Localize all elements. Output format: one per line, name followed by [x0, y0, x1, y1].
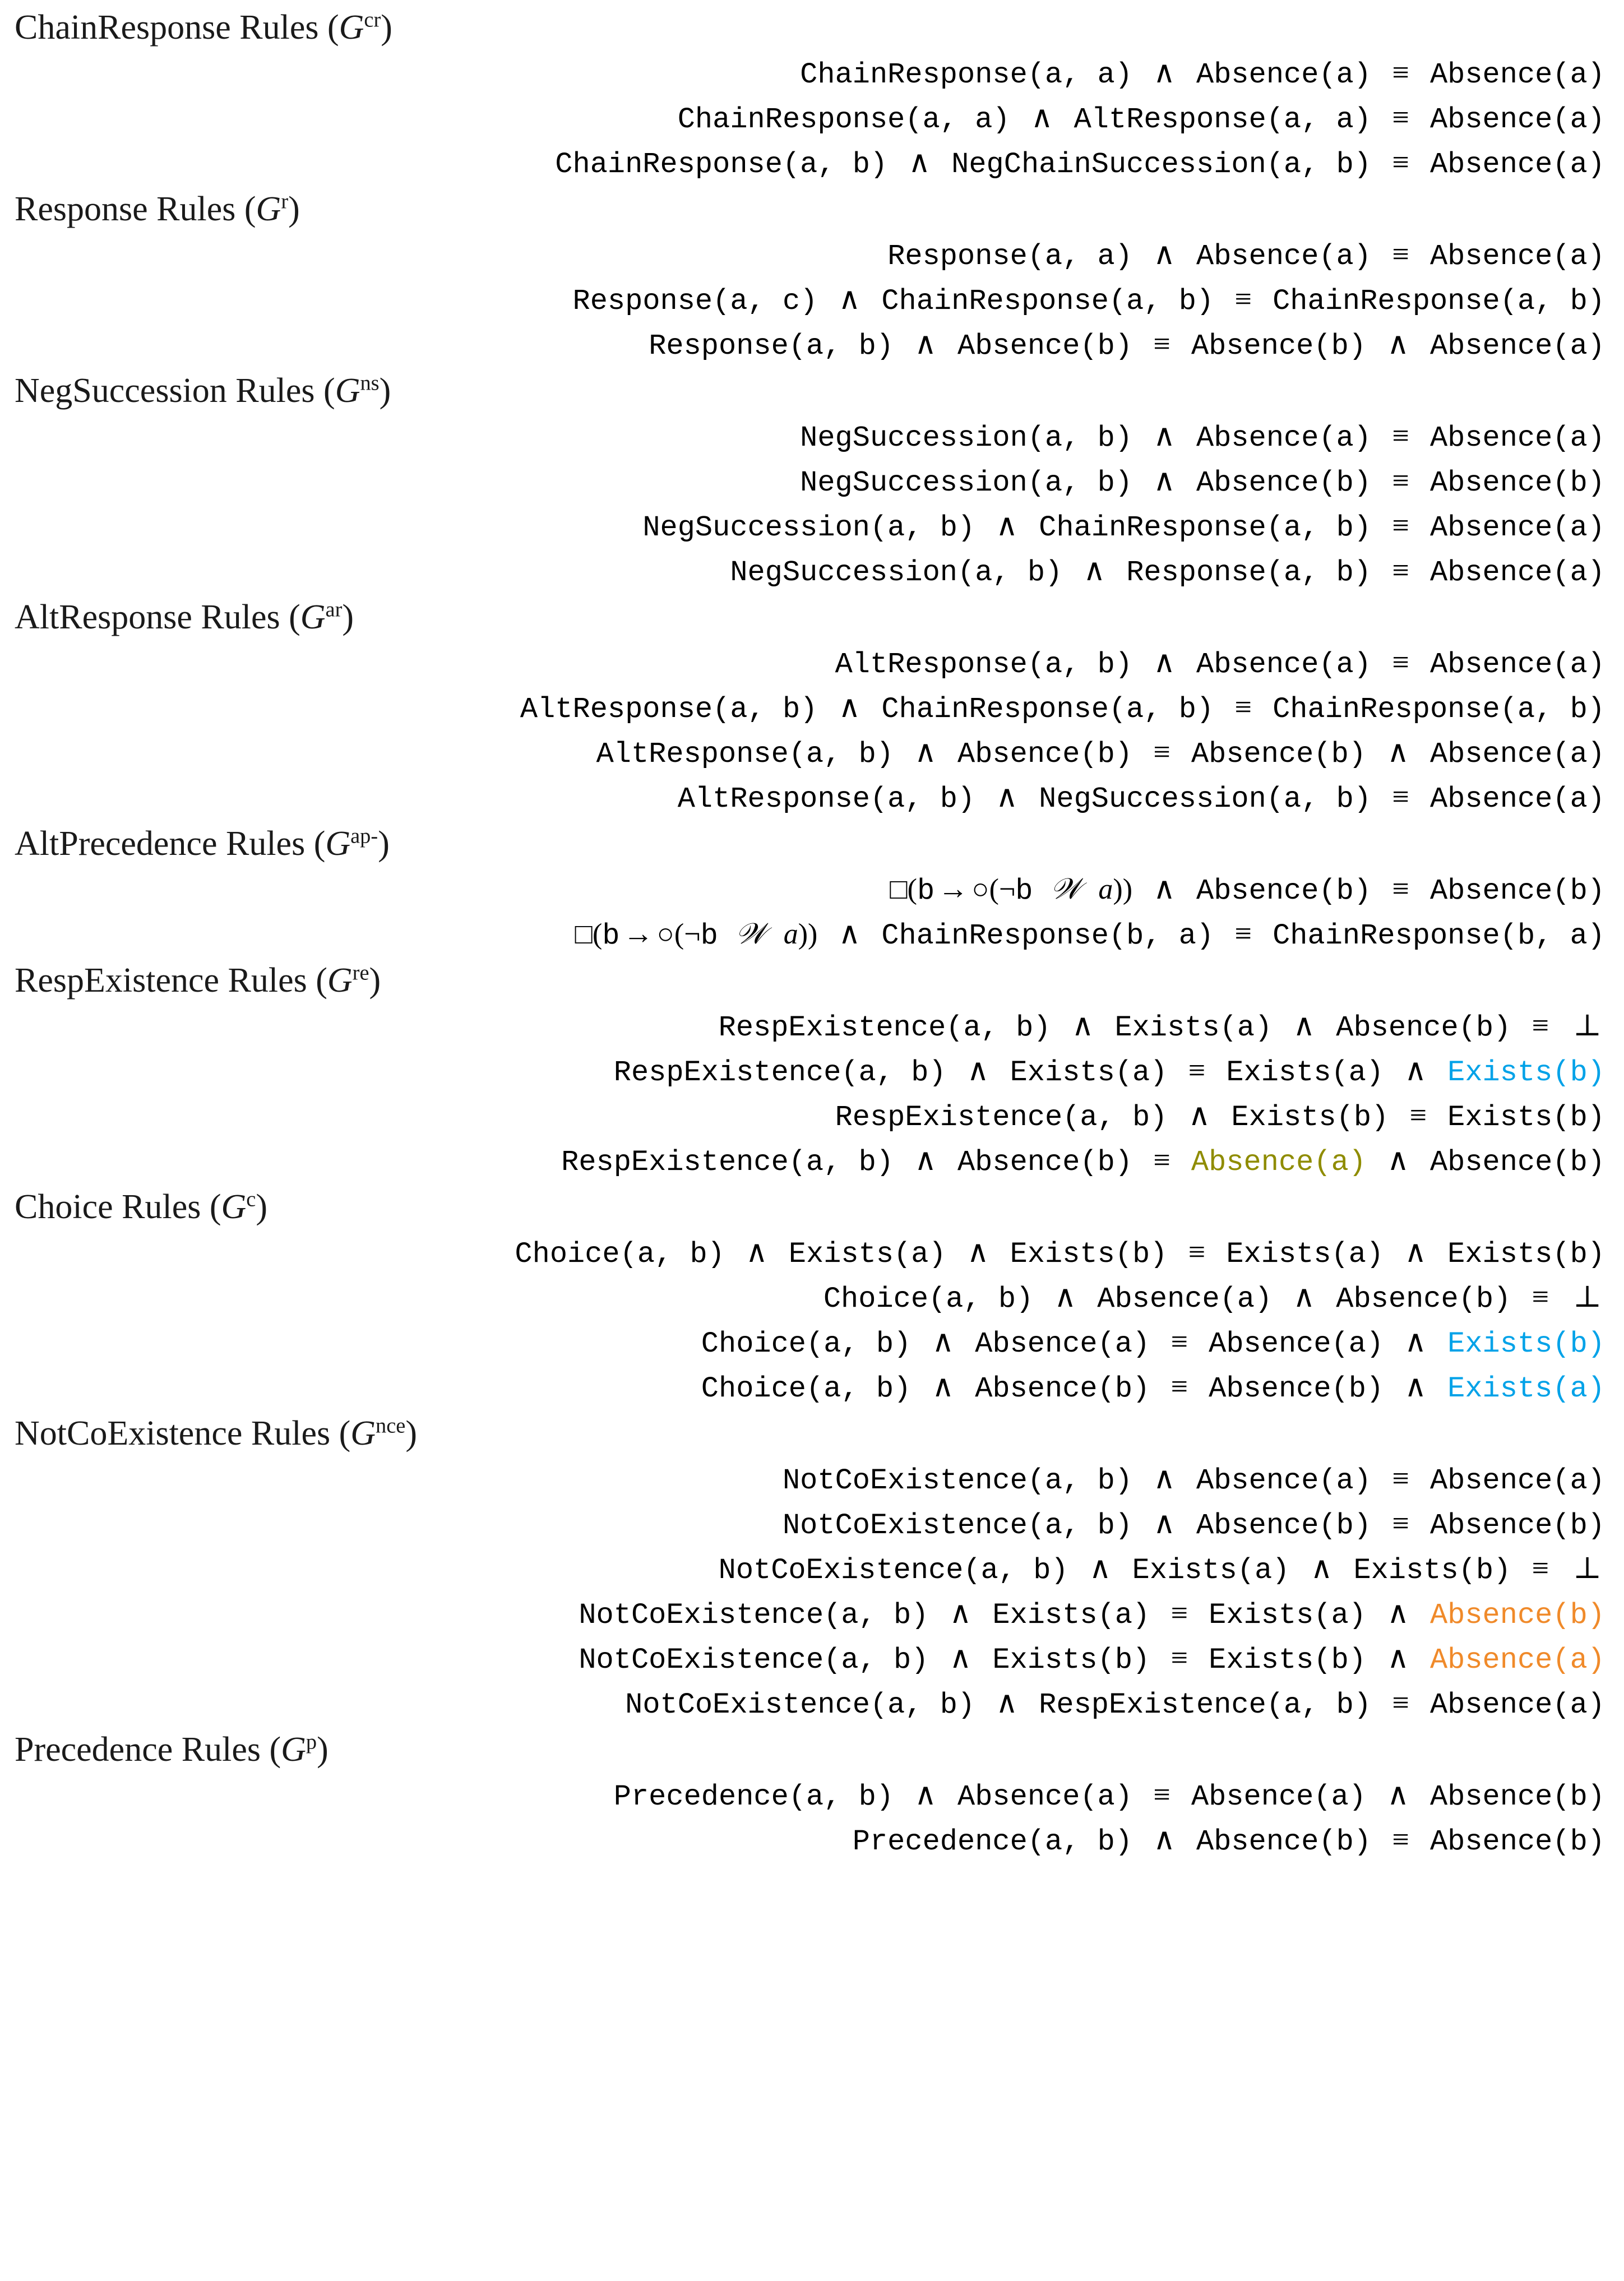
heading-close-paren: ): [378, 825, 390, 863]
equivalence-operator-icon: ≡: [1392, 55, 1409, 89]
rule-line: AltResponse(a, b) ∧ Absence(a) ≡ Absence(a): [835, 645, 1605, 681]
conjunction-operator-icon: ∧: [1387, 1143, 1409, 1177]
rule-line: RespExistence(a, b) ∧ Exists(b) ≡ Exists(b): [835, 1098, 1605, 1134]
conjunction-operator-icon: ∧: [1153, 1461, 1176, 1495]
equivalence-operator-icon: ≡: [1392, 237, 1409, 271]
equivalence-operator-icon: ≡: [1234, 282, 1252, 316]
conjunction-operator-icon: ∧: [949, 1641, 972, 1674]
rule-line: Response(a, b) ∧ Absence(b) ≡ Absence(b) ∧ Absence(a): [649, 327, 1605, 363]
ltl-formula: □(b → ○(¬b 𝒲 a)): [890, 872, 1133, 908]
heading-close-paren: ): [405, 1414, 417, 1452]
equivalence-operator-icon: ≡: [1188, 1053, 1206, 1087]
conjunction-operator-icon: ∧: [1071, 1008, 1094, 1042]
conjunction-operator-icon: ∧: [1153, 55, 1176, 89]
conjunction-operator-icon: ∧: [746, 1235, 768, 1269]
heading-close-paren: ): [342, 598, 354, 636]
highlighted-predicate: Exists(b): [1447, 1056, 1605, 1089]
conjunction-operator-icon: ∧: [914, 1143, 937, 1177]
grammar-symbol: G: [221, 1188, 247, 1226]
rule-section-choice: [0, 1187, 1624, 1405]
bottom-operator-icon: ⊥: [1573, 1551, 1602, 1585]
rule-section-chainresponse: [0, 10, 1624, 179]
grammar-symbol: G: [327, 961, 353, 1000]
rule-line: Choice(a, b) ∧ Exists(a) ∧ Exists(b) ≡ Exists(a) ∧ Exists(b): [515, 1235, 1605, 1271]
conjunction-operator-icon: ∧: [1387, 735, 1409, 769]
heading-close-paren: ): [317, 1731, 328, 1769]
rule-line: AltResponse(a, b) ∧ Absence(b) ≡ Absence(b) ∧ Absence(a): [596, 735, 1605, 771]
section-heading-respexistence: [0, 963, 1624, 998]
rule-section-altresponse: [0, 600, 1624, 814]
section-heading-label: RespExistence Rules (: [15, 961, 327, 1000]
rule-line: Precedence(a, b) ∧ Absence(a) ≡ Absence(a) ∧ Absence(b): [613, 1778, 1605, 1813]
rule-list: [0, 873, 1624, 951]
next-operator-icon: ○: [656, 918, 674, 950]
heading-close-paren: ): [256, 1188, 267, 1226]
conjunction-operator-icon: ∧: [1030, 100, 1053, 134]
conjunction-operator-icon: ∧: [914, 327, 937, 360]
section-heading-label: NotCoExistence Rules (: [15, 1414, 351, 1452]
rule-line: Response(a, a) ∧ Absence(a) ≡ Absence(a): [887, 237, 1605, 273]
highlighted-predicate: Exists(b): [1447, 1327, 1605, 1361]
implies-operator-icon: →: [938, 872, 969, 905]
conjunction-operator-icon: ∧: [932, 1369, 954, 1403]
section-heading-altresponse: [0, 600, 1624, 635]
rule-section-precedence: [0, 1732, 1624, 1857]
always-operator-icon: □: [575, 918, 593, 950]
grammar-superscript: r: [281, 189, 289, 214]
conjunction-operator-icon: ∧: [1310, 1551, 1333, 1585]
equivalence-operator-icon: ≡: [1532, 1551, 1549, 1585]
section-heading-notcoexistence: [0, 1416, 1624, 1451]
conjunction-operator-icon: ∧: [908, 145, 931, 179]
equivalence-operator-icon: ≡: [1170, 1369, 1188, 1403]
conjunction-operator-icon: ∧: [838, 282, 861, 316]
grammar-symbol: G: [300, 598, 326, 636]
conjunction-operator-icon: ∧: [1153, 1822, 1176, 1856]
rule-line: NotCoExistence(a, b) ∧ Exists(a) ∧ Exists(b) ≡ ⊥: [0, 1553, 1624, 1585]
conjunction-operator-icon: ∧: [1293, 1280, 1316, 1313]
heading-close-paren: ): [381, 8, 392, 47]
equivalence-operator-icon: ≡: [1234, 690, 1252, 724]
equivalence-operator-icon: ≡: [1392, 553, 1409, 587]
conjunction-operator-icon: ∧: [1188, 1098, 1211, 1132]
conjunction-operator-icon: ∧: [1404, 1325, 1427, 1358]
equivalence-operator-icon: ≡: [1392, 1822, 1409, 1856]
weak-until-operator-icon: 𝒲: [1050, 873, 1081, 905]
highlighted-predicate: Absence(a): [1429, 1644, 1605, 1677]
conjunction-operator-icon: ∧: [932, 1325, 954, 1358]
rule-list: [0, 239, 1624, 361]
grammar-superscript: re: [352, 961, 369, 985]
rule-line: RespExistence(a, b) ∧ Exists(a) ≡ Exists(a) ∧ Exists(b): [613, 1053, 1605, 1089]
always-operator-icon: □: [890, 873, 908, 905]
rule-section-altprecedence: [0, 826, 1624, 951]
heading-close-paren: ): [379, 372, 391, 410]
rule-line: ChainResponse(a, a) ∧ AltResponse(a, a) ≡ Absence(a): [677, 100, 1605, 136]
rule-section-notcoexistence: [0, 1416, 1624, 1720]
conjunction-operator-icon: ∧: [1153, 419, 1176, 452]
conjunction-operator-icon: ∧: [1153, 872, 1176, 905]
equivalence-operator-icon: ≡: [1153, 735, 1170, 769]
rule-line: NegSuccession(a, b) ∧ Response(a, b) ≡ Absence(a): [730, 553, 1605, 589]
grammar-symbol: G: [281, 1731, 306, 1769]
grammar-symbol: G: [325, 825, 351, 863]
section-heading-label: ChainResponse Rules (: [15, 8, 339, 47]
grammar-symbol: G: [350, 1414, 376, 1452]
rule-line: AltResponse(a, b) ∧ NegSuccession(a, b) ≡ Absence(a): [677, 780, 1605, 816]
equivalence-operator-icon: ≡: [1392, 419, 1409, 452]
rule-list: [0, 647, 1624, 814]
conjunction-operator-icon: ∧: [1387, 1778, 1409, 1811]
equivalence-operator-icon: ≡: [1170, 1325, 1188, 1358]
conjunction-operator-icon: ∧: [966, 1053, 989, 1087]
conjunction-operator-icon: ∧: [1054, 1280, 1077, 1313]
conjunction-operator-icon: ∧: [1404, 1369, 1427, 1403]
equivalence-operator-icon: ≡: [1392, 1461, 1409, 1495]
conjunction-operator-icon: ∧: [949, 1596, 972, 1630]
equivalence-operator-icon: ≡: [1234, 917, 1252, 950]
conjunction-operator-icon: ∧: [966, 1235, 989, 1269]
conjunction-operator-icon: ∧: [1153, 1506, 1176, 1540]
rule-line: Choice(a, b) ∧ Absence(a) ≡ Absence(a) ∧ Exists(b): [701, 1325, 1605, 1361]
conjunction-operator-icon: ∧: [1387, 1641, 1409, 1674]
rule-list: [0, 1463, 1624, 1720]
rule-line: □(b → ○(¬b 𝒲 a)) ∧ ChainResponse(b, a) ≡ ChainResponse(b, a): [575, 917, 1605, 952]
equivalence-operator-icon: ≡: [1188, 1235, 1206, 1269]
equivalence-operator-icon: ≡: [1392, 100, 1409, 134]
equivalence-operator-icon: ≡: [1170, 1641, 1188, 1674]
conjunction-operator-icon: ∧: [1089, 1551, 1112, 1585]
conjunction-operator-icon: ∧: [1387, 1596, 1409, 1630]
equivalence-operator-icon: ≡: [1153, 1778, 1170, 1811]
rule-line: ChainResponse(a, a) ∧ Absence(a) ≡ Absence(a): [800, 55, 1605, 91]
section-heading-choice: [0, 1187, 1624, 1226]
rule-line: NotCoExistence(a, b) ∧ Absence(a) ≡ Absence(a): [782, 1461, 1605, 1497]
grammar-superscript: ns: [360, 371, 380, 395]
rule-line: Precedence(a, b) ∧ Absence(b) ≡ Absence(b): [852, 1822, 1605, 1858]
equivalence-operator-icon: ≡: [1170, 1596, 1188, 1630]
conjunction-operator-icon: ∧: [838, 917, 861, 950]
rule-line: AltResponse(a, b) ∧ ChainResponse(a, b) ≡ ChainResponse(a, b): [520, 690, 1605, 726]
grammar-symbol: G: [335, 372, 360, 410]
ltl-formula: □(b → ○(¬b 𝒲 a)): [575, 917, 818, 952]
conjunction-operator-icon: ∧: [996, 508, 1018, 542]
implies-operator-icon: →: [623, 917, 654, 950]
rule-line: RespExistence(a, b) ∧ Exists(a) ∧ Absence(b) ≡ ⊥: [0, 1010, 1624, 1043]
grammar-symbol: G: [256, 190, 281, 228]
equivalence-operator-icon: ≡: [1392, 645, 1409, 679]
equivalence-operator-icon: ≡: [1153, 1143, 1170, 1177]
document-page: [0, 10, 1624, 2281]
grammar-symbol: G: [339, 8, 364, 47]
bottom-operator-icon: ⊥: [1573, 1280, 1602, 1313]
section-heading-label: AltPrecedence Rules (: [15, 825, 326, 863]
rule-line: NotCoExistence(a, b) ∧ Absence(b) ≡ Absence(b): [782, 1506, 1605, 1542]
conjunction-operator-icon: ∧: [1153, 237, 1176, 271]
weak-until-operator-icon: 𝒲: [735, 918, 766, 950]
next-operator-icon: ○: [971, 873, 989, 905]
heading-close-paren: ): [369, 961, 381, 1000]
conjunction-operator-icon: ∧: [1404, 1235, 1427, 1269]
conjunction-operator-icon: ∧: [914, 1778, 937, 1811]
rule-section-response: [0, 189, 1624, 363]
conjunction-operator-icon: ∧: [914, 735, 937, 769]
conjunction-operator-icon: ∧: [1387, 327, 1409, 360]
equivalence-operator-icon: ≡: [1532, 1280, 1549, 1313]
section-heading-label: AltResponse Rules (: [15, 598, 300, 636]
section-heading-response: [0, 189, 1624, 228]
rule-line: Choice(a, b) ∧ Absence(a) ∧ Absence(b) ≡ ⊥: [0, 1281, 1624, 1314]
rule-list: [0, 1237, 1624, 1404]
rule-line: RespExistence(a, b) ∧ Absence(b) ≡ Absence(a) ∧ Absence(b): [561, 1143, 1605, 1179]
rule-section-respexistence: [0, 963, 1624, 1177]
rule-line: NegSuccession(a, b) ∧ ChainResponse(a, b) ≡ Absence(a): [642, 508, 1605, 544]
conjunction-operator-icon: ∧: [996, 780, 1018, 813]
rule-line: □(b → ○(¬b 𝒲 a)) ∧ Absence(b) ≡ Absence(b): [890, 872, 1605, 908]
equivalence-operator-icon: ≡: [1392, 464, 1409, 497]
conjunction-operator-icon: ∧: [1293, 1008, 1316, 1042]
section-heading-negsuccession: [0, 373, 1624, 408]
highlighted-predicate: Absence(a): [1191, 1146, 1366, 1179]
rule-line: NotCoExistence(a, b) ∧ RespExistence(a, b) ≡ Absence(a): [625, 1686, 1605, 1722]
rule-line: ChainResponse(a, b) ∧ NegChainSuccession(a, b) ≡ Absence(a): [555, 145, 1605, 181]
equivalence-operator-icon: ≡: [1392, 508, 1409, 542]
equivalence-operator-icon: ≡: [1153, 327, 1170, 360]
section-heading-chainresponse: [0, 10, 1624, 45]
equivalence-operator-icon: ≡: [1532, 1008, 1549, 1042]
rule-list: [0, 420, 1624, 587]
rule-line: NegSuccession(a, b) ∧ Absence(a) ≡ Absence(a): [800, 419, 1605, 455]
section-heading-altprecedence: [0, 826, 1624, 861]
grammar-superscript: cr: [364, 8, 381, 32]
rule-list: [0, 1779, 1624, 1857]
highlighted-predicate: Absence(b): [1429, 1599, 1605, 1632]
highlighted-predicate: Exists(a): [1447, 1372, 1605, 1405]
equivalence-operator-icon: ≡: [1392, 1506, 1409, 1540]
rule-line: Response(a, c) ∧ ChainResponse(a, b) ≡ ChainResponse(a, b): [572, 282, 1605, 318]
grammar-superscript: p: [306, 1730, 317, 1754]
equivalence-operator-icon: ≡: [1409, 1098, 1427, 1132]
equivalence-operator-icon: ≡: [1392, 145, 1409, 179]
grammar-superscript: ap-: [350, 824, 378, 848]
equivalence-operator-icon: ≡: [1392, 780, 1409, 813]
conjunction-operator-icon: ∧: [838, 690, 861, 724]
conjunction-operator-icon: ∧: [1153, 645, 1176, 679]
bottom-operator-icon: ⊥: [1573, 1008, 1602, 1042]
rule-list: [0, 1010, 1624, 1177]
negation-icon: ¬: [998, 873, 1016, 905]
negation-icon: ¬: [684, 918, 701, 950]
grammar-superscript: ar: [325, 598, 343, 622]
rule-section-negsuccession: [0, 373, 1624, 587]
section-heading-label: NegSuccession Rules (: [15, 372, 335, 410]
rule-line: NegSuccession(a, b) ∧ Absence(b) ≡ Absence(b): [800, 464, 1605, 499]
equivalence-operator-icon: ≡: [1392, 1686, 1409, 1719]
conjunction-operator-icon: ∧: [996, 1686, 1018, 1719]
rule-line: Choice(a, b) ∧ Absence(b) ≡ Absence(b) ∧ Exists(a): [701, 1369, 1605, 1405]
conjunction-operator-icon: ∧: [1083, 553, 1105, 587]
conjunction-operator-icon: ∧: [1153, 464, 1176, 497]
section-heading-label: Response Rules (: [15, 190, 256, 228]
conjunction-operator-icon: ∧: [1404, 1053, 1427, 1087]
section-heading-label: Choice Rules (: [15, 1188, 221, 1226]
section-heading-label: Precedence Rules (: [15, 1731, 281, 1769]
equivalence-operator-icon: ≡: [1392, 872, 1409, 905]
rule-line: NotCoExistence(a, b) ∧ Exists(a) ≡ Exists(a) ∧ Absence(b): [579, 1596, 1605, 1632]
grammar-superscript: nce: [376, 1414, 406, 1438]
heading-close-paren: ): [288, 190, 300, 228]
rule-list: [0, 57, 1624, 179]
section-heading-precedence: [0, 1732, 1624, 1767]
rule-line: NotCoExistence(a, b) ∧ Exists(b) ≡ Exists(b) ∧ Absence(a): [579, 1641, 1605, 1677]
grammar-superscript: c: [246, 1187, 256, 1211]
